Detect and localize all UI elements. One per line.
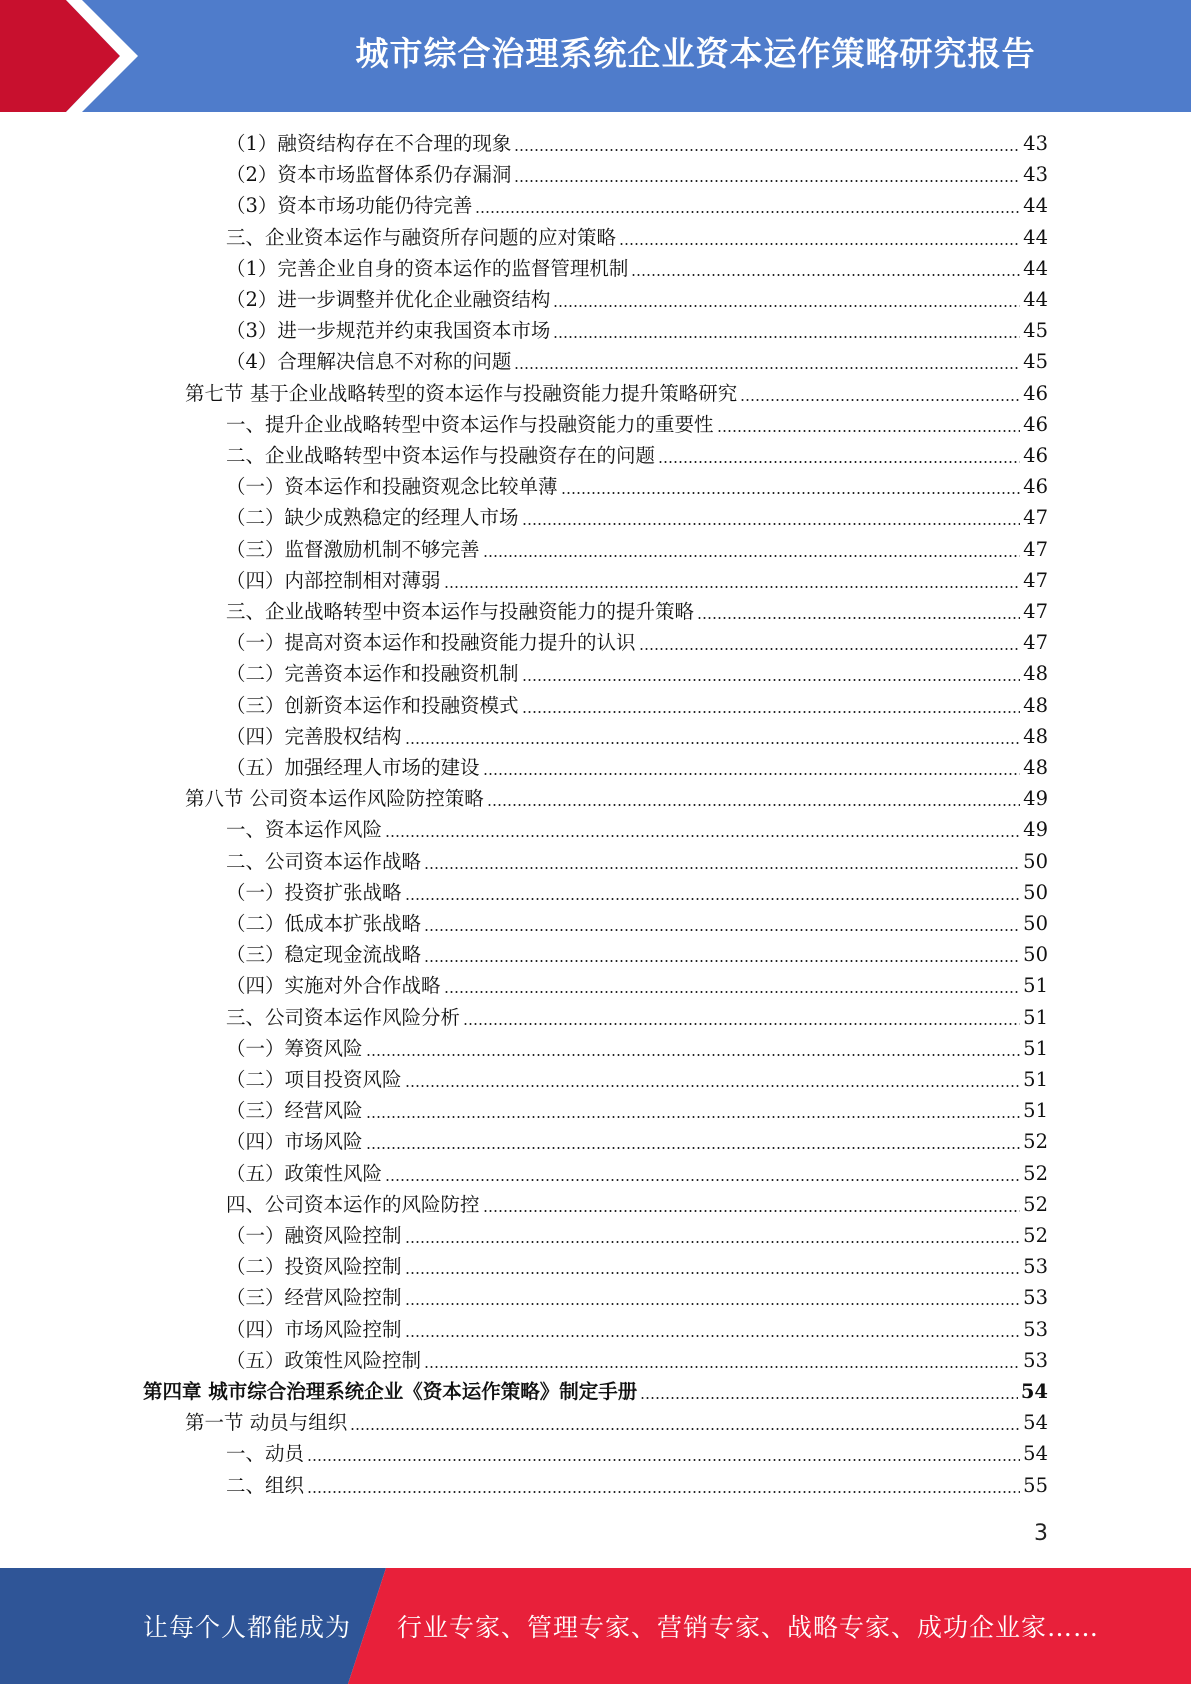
toc-dot-leader: [514, 367, 1020, 369]
toc-entry-page: 52: [1023, 1192, 1048, 1216]
toc-dot-leader: [405, 1272, 1021, 1274]
toc-entry-label: 第一节 动员与组织: [185, 1411, 348, 1435]
toc-entry[interactable]: [226, 1002, 1048, 1033]
toc-entry-label: （1）完善企业自身的资本运作的监督管理机制: [226, 256, 629, 280]
toc-entry[interactable]: [226, 1126, 1048, 1157]
toc-dot-leader: [514, 180, 1020, 182]
toc-dot-leader: [697, 617, 1020, 619]
toc-dot-leader: [366, 1116, 1021, 1118]
toc-entry-label: （4）合理解决信息不对称的问题: [226, 350, 512, 374]
toc-entry-label: （三）监督激励机制不够完善: [226, 537, 480, 561]
toc-entry[interactable]: [226, 846, 1048, 877]
toc-entry-label: （2）资本市场监督体系仍存漏洞: [226, 163, 512, 187]
toc-entry-page: 51: [1023, 1036, 1048, 1060]
toc-entry-label: （四）内部控制相对薄弱: [226, 568, 441, 592]
toc-entry[interactable]: [226, 1345, 1048, 1376]
toc-entry[interactable]: [226, 565, 1048, 596]
toc-dot-leader: [424, 867, 1020, 869]
toc-entry-label: 第七节 基于企业战略转型的资本运作与投融资能力提升策略研究: [185, 381, 738, 405]
toc-dot-leader: [640, 1397, 1018, 1399]
page-number: 3: [1034, 1521, 1048, 1546]
toc-entry[interactable]: [226, 627, 1048, 658]
toc-entry-label: （一）融资风险控制: [226, 1224, 402, 1247]
toc-entry-page: 53: [1023, 1317, 1048, 1341]
toc-entry[interactable]: [226, 159, 1048, 190]
header-title: 城市综合治理系统企业资本运作策略研究报告: [355, 34, 1036, 73]
toc-entry[interactable]: [226, 253, 1048, 284]
toc-dot-leader: [717, 430, 1021, 432]
toc-dot-leader: [514, 149, 1020, 151]
toc-entry[interactable]: [226, 908, 1048, 939]
toc-entry[interactable]: [226, 534, 1048, 565]
toc-entry-page: 53: [1023, 1255, 1048, 1279]
toc-entry-label: （二）项目投资风险: [226, 1068, 402, 1091]
toc-entry-label: （1）融资结构存在不合理的现象: [226, 132, 512, 155]
toc-entry-page: 52: [1023, 1161, 1048, 1185]
toc-entry[interactable]: [226, 596, 1048, 627]
toc-entry[interactable]: [226, 222, 1048, 253]
toc-entry[interactable]: [226, 970, 1048, 1001]
toc-dot-leader: [385, 835, 1020, 837]
toc-entry-page: 50: [1023, 943, 1048, 967]
toc-dot-leader: [424, 960, 1020, 962]
toc-entry-page: 48: [1023, 724, 1048, 748]
toc-entry-label: （四）实施对外合作战略: [226, 974, 441, 998]
toc-dot-leader: [307, 1491, 1020, 1493]
toc-dot-leader: [424, 929, 1020, 931]
toc-entry-label: （二）缺少成熟稳定的经理人市场: [226, 506, 519, 530]
toc-entry-page: 48: [1023, 693, 1048, 717]
toc-entry[interactable]: [226, 128, 1048, 159]
toc-entry-label: （一）筹资风险: [226, 1036, 363, 1060]
toc-entry-label: 四、公司资本运作的风险防控: [226, 1192, 480, 1216]
toc-entry[interactable]: [226, 440, 1048, 471]
toc-entry[interactable]: [226, 877, 1048, 908]
toc-dot-leader: [522, 711, 1021, 713]
toc-entry-label: 二、企业战略转型中资本运作与投融资存在的问题: [226, 444, 656, 467]
toc-entry[interactable]: [226, 814, 1048, 845]
toc-entry-page: 54: [1023, 1442, 1048, 1466]
toc-dot-leader: [405, 1085, 1021, 1087]
toc-entry-page: 50: [1023, 880, 1048, 904]
toc-entry-label: （四）市场风险控制: [226, 1317, 402, 1341]
toc-entry[interactable]: [226, 1251, 1048, 1282]
toc-entry-page: 44: [1023, 194, 1048, 218]
toc-dot-leader: [740, 399, 1020, 401]
toc-entry-page: 55: [1023, 1473, 1048, 1497]
toc-entry-page: 51: [1023, 1099, 1048, 1123]
toc-entry-page: 53: [1023, 1348, 1048, 1372]
toc-dot-leader: [385, 1179, 1020, 1181]
toc-entry-label: 一、资本运作风险: [226, 818, 383, 842]
toc-entry-page: 45: [1023, 350, 1048, 374]
toc-entry[interactable]: [226, 1158, 1048, 1189]
toc-entry[interactable]: [226, 346, 1048, 377]
toc-entry-label: （二）低成本扩张战略: [226, 912, 422, 935]
toc-entry-label: 三、公司资本运作风险分析: [226, 1005, 461, 1029]
toc-dot-leader: [307, 1459, 1020, 1461]
toc-entry-label: 第四章 城市综合治理系统企业《资本运作策略》制定手册: [143, 1380, 638, 1403]
toc-entry[interactable]: [226, 752, 1048, 783]
toc-entry-page: 51: [1023, 1005, 1048, 1029]
toc-entry-label: （二）完善资本运作和投融资机制: [226, 662, 519, 686]
toc-entry[interactable]: [226, 315, 1048, 346]
toc-entry-page: 44: [1023, 256, 1048, 280]
toc-dot-leader: [553, 336, 1020, 338]
toc-dot-leader: [444, 586, 1021, 588]
toc-entry-page: 52: [1023, 1130, 1048, 1154]
toc-entry-page: 46: [1023, 381, 1048, 405]
toc-entry-label: （三）稳定现金流战略: [226, 943, 422, 967]
toc-entry-label: （四）完善股权结构: [226, 724, 402, 748]
toc-entry-page: 51: [1023, 974, 1048, 998]
toc-dot-leader: [405, 1303, 1021, 1305]
toc-entry[interactable]: [185, 783, 1048, 814]
toc-entry[interactable]: [226, 1314, 1048, 1345]
toc-entry-label: （五）加强经理人市场的建设: [226, 756, 480, 779]
toc-entry-page: 50: [1023, 912, 1048, 935]
toc-entry-label: 三、企业战略转型中资本运作与投融资能力的提升策略: [226, 600, 695, 623]
toc-dot-leader: [483, 555, 1021, 557]
toc-dot-leader: [561, 492, 1021, 494]
toc-entry[interactable]: [226, 690, 1048, 721]
toc-entry[interactable]: [226, 721, 1048, 752]
toc-entry[interactable]: [226, 939, 1048, 970]
toc-entry-page: 47: [1023, 537, 1048, 561]
toc-entry-page: 47: [1023, 568, 1048, 592]
toc-dot-leader: [522, 523, 1021, 525]
toc-entry[interactable]: [226, 471, 1048, 502]
toc-entry-label: 一、提升企业战略转型中资本运作与投融资能力的重要性: [226, 412, 714, 436]
toc-dot-leader: [522, 679, 1021, 681]
toc-dot-leader: [619, 243, 1020, 245]
toc-dot-leader: [444, 991, 1021, 993]
toc-entry[interactable]: [226, 502, 1048, 533]
toc-entry[interactable]: [185, 1407, 1048, 1438]
toc-entry-page: 46: [1023, 475, 1048, 499]
toc-entry-label: 一、动员: [226, 1442, 305, 1466]
page-footer: [0, 1568, 1191, 1684]
toc-entry[interactable]: [226, 1064, 1048, 1095]
toc-dot-leader: [487, 804, 1020, 806]
toc-entry[interactable]: [226, 1033, 1048, 1064]
toc-entry-page: 47: [1023, 631, 1048, 655]
toc-entry-label: 二、公司资本运作战略: [226, 849, 422, 873]
toc-entry[interactable]: [226, 1220, 1048, 1251]
toc-dot-leader: [405, 1335, 1021, 1337]
toc-dot-leader: [350, 1428, 1020, 1430]
toc-entry-page: 52: [1023, 1224, 1048, 1247]
toc-entry[interactable]: [226, 409, 1048, 440]
toc-entry-page: 44: [1023, 225, 1048, 249]
toc-entry-label: （四）市场风险: [226, 1130, 363, 1154]
toc-entry-page: 46: [1023, 444, 1048, 467]
toc-dot-leader: [639, 648, 1021, 650]
toc-dot-leader: [405, 898, 1021, 900]
toc-entry-page: 53: [1023, 1286, 1048, 1310]
toc-entry[interactable]: [226, 190, 1048, 221]
toc-entry[interactable]: [143, 1376, 1048, 1407]
toc-entry-label: （三）创新资本运作和投融资模式: [226, 693, 519, 717]
header-arrow-graphic: [0, 0, 152, 112]
toc-entry[interactable]: [226, 1282, 1048, 1313]
toc-entry-page: 54: [1023, 1411, 1048, 1435]
toc-entry-page: 48: [1023, 662, 1048, 686]
toc-entry-page: 47: [1023, 600, 1048, 623]
toc-entry-page: 44: [1023, 288, 1048, 311]
footer-slogan-right: 行业专家、管理专家、营销专家、战略专家、成功企业家……: [397, 1613, 1100, 1642]
toc-entry[interactable]: [226, 1470, 1048, 1501]
toc-entry-label: （二）投资风险控制: [226, 1255, 402, 1279]
toc-dot-leader: [658, 461, 1020, 463]
toc-entry[interactable]: [226, 658, 1048, 689]
toc-dot-leader: [424, 1366, 1020, 1368]
footer-slogan-left: 让每个人都能成为: [143, 1613, 352, 1642]
toc-entry-label: （一）提高对资本运作和投融资能力提升的认识: [226, 631, 636, 655]
toc-dot-leader: [631, 274, 1020, 276]
toc-entry[interactable]: [226, 284, 1048, 315]
toc-entry[interactable]: [226, 1189, 1048, 1220]
toc-entry-label: （一）投资扩张战略: [226, 880, 402, 904]
toc-entry-page: 46: [1023, 412, 1048, 436]
toc-entry[interactable]: [226, 1095, 1048, 1126]
toc-entry-label: （3）资本市场功能仍待完善: [226, 194, 473, 218]
toc-dot-leader: [463, 1023, 1020, 1025]
toc-entry-label: （2）进一步调整并优化企业融资结构: [226, 288, 551, 311]
toc-entry-page: 51: [1023, 1068, 1048, 1091]
toc-entry-label: （3）进一步规范并约束我国资本市场: [226, 319, 551, 343]
toc-entry-page: 49: [1023, 818, 1048, 842]
toc-entry-page: 48: [1023, 756, 1048, 779]
toc-entry-page: 45: [1023, 319, 1048, 343]
toc-dot-leader: [405, 742, 1021, 744]
toc-entry[interactable]: [226, 1438, 1048, 1469]
toc-entry-label: 二、组织: [226, 1473, 305, 1497]
toc-entry-label: （五）政策性风险控制: [226, 1348, 422, 1372]
toc-entry-page: 50: [1023, 849, 1048, 873]
toc-entry-page: 43: [1023, 132, 1048, 155]
toc-entry-label: （三）经营风险: [226, 1099, 363, 1123]
toc-entry-label: （三）经营风险控制: [226, 1286, 402, 1310]
toc-entry-label: （五）政策性风险: [226, 1161, 383, 1185]
toc-dot-leader: [405, 1241, 1021, 1243]
toc-dot-leader: [483, 773, 1021, 775]
toc-dot-leader: [366, 1054, 1021, 1056]
toc-entry[interactable]: [185, 378, 1048, 409]
toc-dot-leader: [553, 305, 1020, 307]
toc-entry-label: （一）资本运作和投融资观念比较单薄: [226, 475, 558, 499]
page-header: [0, 0, 1191, 112]
toc-dot-leader: [475, 211, 1020, 213]
toc-dot-leader: [366, 1147, 1021, 1149]
toc-entry-label: 三、企业资本运作与融资所存问题的应对策略: [226, 225, 617, 249]
toc-entry-page: 49: [1023, 787, 1048, 811]
toc-entry-page: 47: [1023, 506, 1048, 530]
toc-entry-page: 43: [1023, 163, 1048, 187]
toc-dot-leader: [483, 1210, 1021, 1212]
toc-entry-page: 54: [1020, 1380, 1048, 1403]
toc-entry-label: 第八节 公司资本运作风险防控策略: [185, 787, 484, 811]
